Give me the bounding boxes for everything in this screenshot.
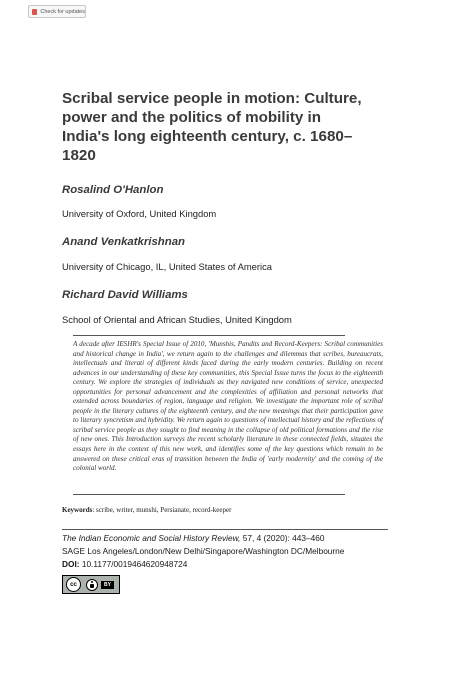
keywords-sep: : xyxy=(92,506,97,514)
abstract-top-rule xyxy=(73,335,345,336)
keywords-values: scribe, writer, munshi, Persianate, record-keeper xyxy=(96,506,232,514)
abstract-bottom-rule xyxy=(73,494,345,495)
author-name-1: Rosalind O'Hanlon xyxy=(62,184,164,196)
journal-name: The Indian Economic and Social History Review, xyxy=(62,533,241,543)
doi-label: DOI: xyxy=(62,559,80,569)
footer-rule xyxy=(62,529,388,530)
creative-commons-by-icon[interactable] xyxy=(62,575,120,594)
publisher-places: SAGE Los Angeles/London/New Delhi/Singapore/Washington DC/Melbourne xyxy=(62,546,345,556)
by-label: BY xyxy=(101,581,114,589)
keywords-line xyxy=(62,506,231,514)
attribution-person-icon xyxy=(86,579,98,591)
author-affiliation-3: School of Oriental and African Studies, United Kingdom xyxy=(62,314,292,325)
author-affiliation-1: University of Oxford, United Kingdom xyxy=(62,208,217,219)
author-affiliation-2: University of Chicago, IL, United States of America xyxy=(62,261,272,272)
journal-issue: 57, 4 (2020): 443–460 xyxy=(242,533,325,543)
journal-citation xyxy=(62,533,324,543)
check-updates-label: Check for updates xyxy=(40,8,85,15)
check-for-updates-badge[interactable] xyxy=(28,5,86,18)
doi-value[interactable]: 10.1177/0019464620948724 xyxy=(81,559,188,569)
cc-label: cc xyxy=(66,577,81,592)
keywords-label: Keywords xyxy=(62,506,93,514)
article-title: Scribal service people in motion: Culture, power and the politics of mobility in India's long eighteenth century, c. 1680–1820 xyxy=(62,90,362,164)
check-updates-icon xyxy=(32,9,37,15)
author-name-3: Richard David Williams xyxy=(62,289,188,301)
doi-line xyxy=(62,559,187,569)
abstract-text: A decade after IESHR's Special Issue of 2010, 'Munshis, Pandits and Record-Keepers: Scribal communities and historical change in India', we return again to the challenges and dilemmas that scribes, bureaucrats, intellectuals and literati of different kinds faced during the early modern centuries. Building on recent advances in our understanding of these key communities, this Special Issue turns the focus to the eighteenth century. We explore the strategies of individuals as they navigated new conditions of service, unexpected opportunities for personal advancement and the complexities of affiliation and personal networks that extended across boundaries of region, language and religion. We investigate the important role of scribal people in the literary cultures of the eighteenth century, and the new meanings that their participation gave to literary syncretism and hybridity. We return again to questions of intellectual history and the reflections of scribal service people as they sought to find meaning in the collapse of old political formations and the rise of new ones. This Introduction surveys the recent scholarly literature in these connected fields, situates the essays here in the context of this new work, and identifies some of the key questions which remain to be answered on these critical eras of transition between the India of 'early modernity' and the coming of the colonial world. xyxy=(73,340,383,473)
author-name-2: Anand Venkatkrishnan xyxy=(62,236,186,248)
